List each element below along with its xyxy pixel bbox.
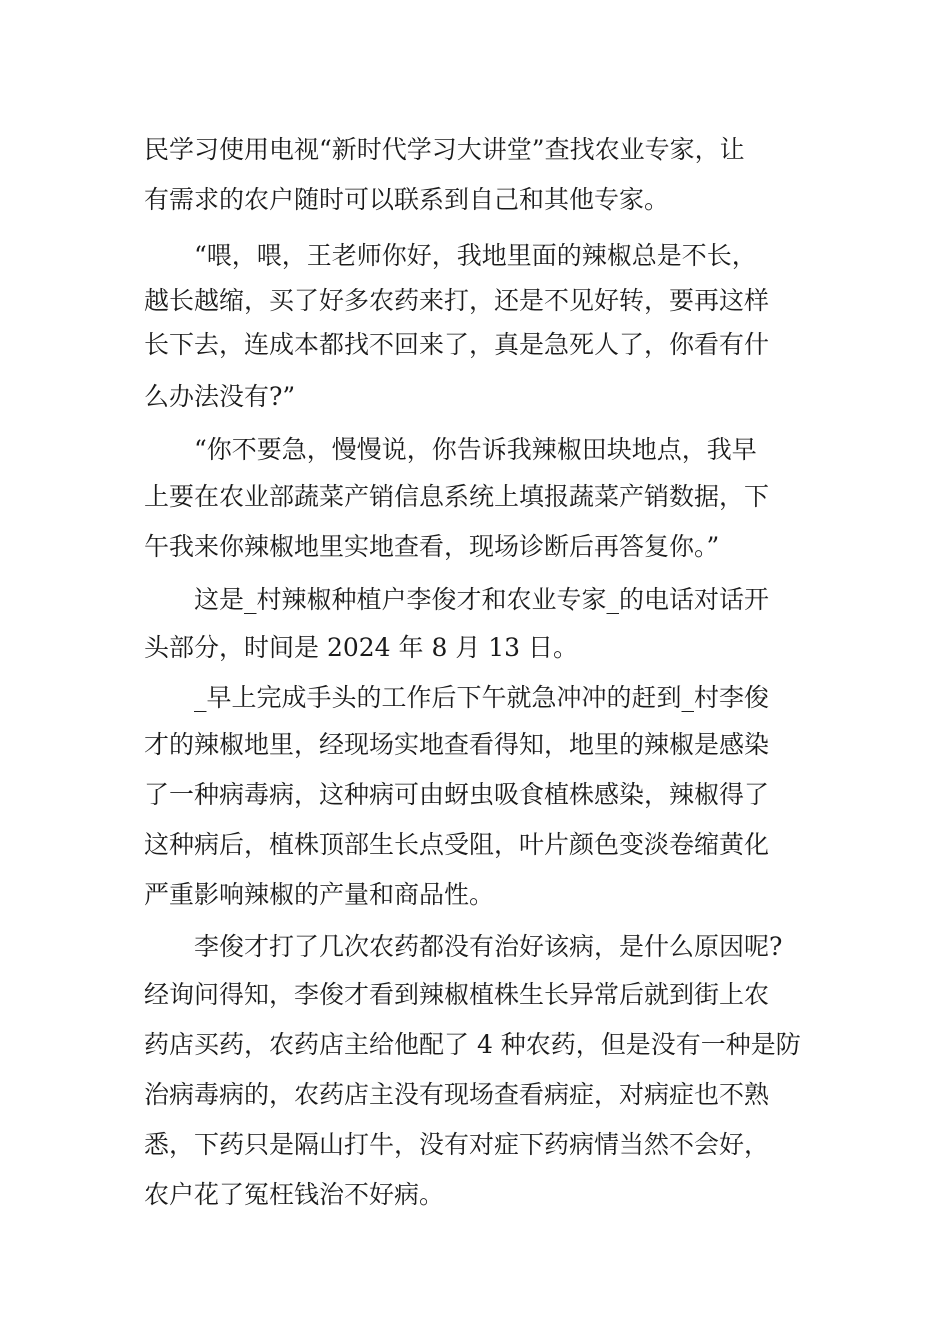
text-line: 才的辣椒地里，经现场实地查看得知，地里的辣椒是感染	[144, 730, 770, 759]
text-line: 这种病后，植株顶部生长点受阻，叶片颜色变淡卷缩黄化	[144, 830, 770, 859]
text-line: 严重影响辣椒的产量和商品性。	[144, 880, 495, 909]
text-line: 长下去，连成本都找不回来了，真是急死人了，你看有什	[144, 330, 770, 359]
text-line: 民学习使用电视“新时代学习大讲堂”查找农业专家，让	[144, 135, 745, 164]
text-line: 上要在农业部蔬菜产销信息系统上填报蔬菜产销数据，下	[144, 482, 770, 511]
paragraph-start-line: _早上完成手头的工作后下午就急冲冲的赶到_村李俊	[194, 683, 770, 712]
text-line: 越长越缩，买了好多农药来打，还是不见好转，要再这样	[144, 286, 770, 315]
text-line: 经询问得知，李俊才看到辣椒植株生长异常后就到街上农	[144, 980, 770, 1009]
text-line: 午我来你辣椒地里实地查看，现场诊断后再答复你。”	[144, 532, 720, 561]
text-line: 悉，下药只是隔山打牛，没有对症下药病情当然不会好，	[144, 1130, 770, 1159]
text-line: 农户花了冤枉钱治不好病。	[144, 1180, 445, 1209]
text-line: 了一种病毒病，这种病可由蚜虫吸食植株感染，辣椒得了	[144, 780, 770, 809]
text-line: 么办法没有?”	[144, 382, 296, 411]
text-line: 治病毒病的，农药店主没有现场查看病症，对病症也不熟	[144, 1080, 770, 1109]
text-line: 头部分，时间是 2024 年 8 月 13 日。	[144, 633, 579, 662]
paragraph-start-line: 这是_村辣椒种植户李俊才和农业专家_的电话对话开	[194, 585, 770, 614]
paragraph-start-line: 李俊才打了几次农药都没有治好该病，是什么原因呢?	[194, 932, 783, 961]
text-line: 有需求的农户随时可以联系到自己和其他专家。	[144, 185, 670, 214]
paragraph-start-line: “你不要急，慢慢说，你告诉我辣椒田块地点，我早	[194, 435, 757, 464]
paragraph-start-line: “喂，喂，王老师你好，我地里面的辣椒总是不长，	[194, 241, 757, 270]
text-line: 药店买药，农药店主给他配了 4 种农药，但是没有一种是防	[144, 1030, 801, 1059]
